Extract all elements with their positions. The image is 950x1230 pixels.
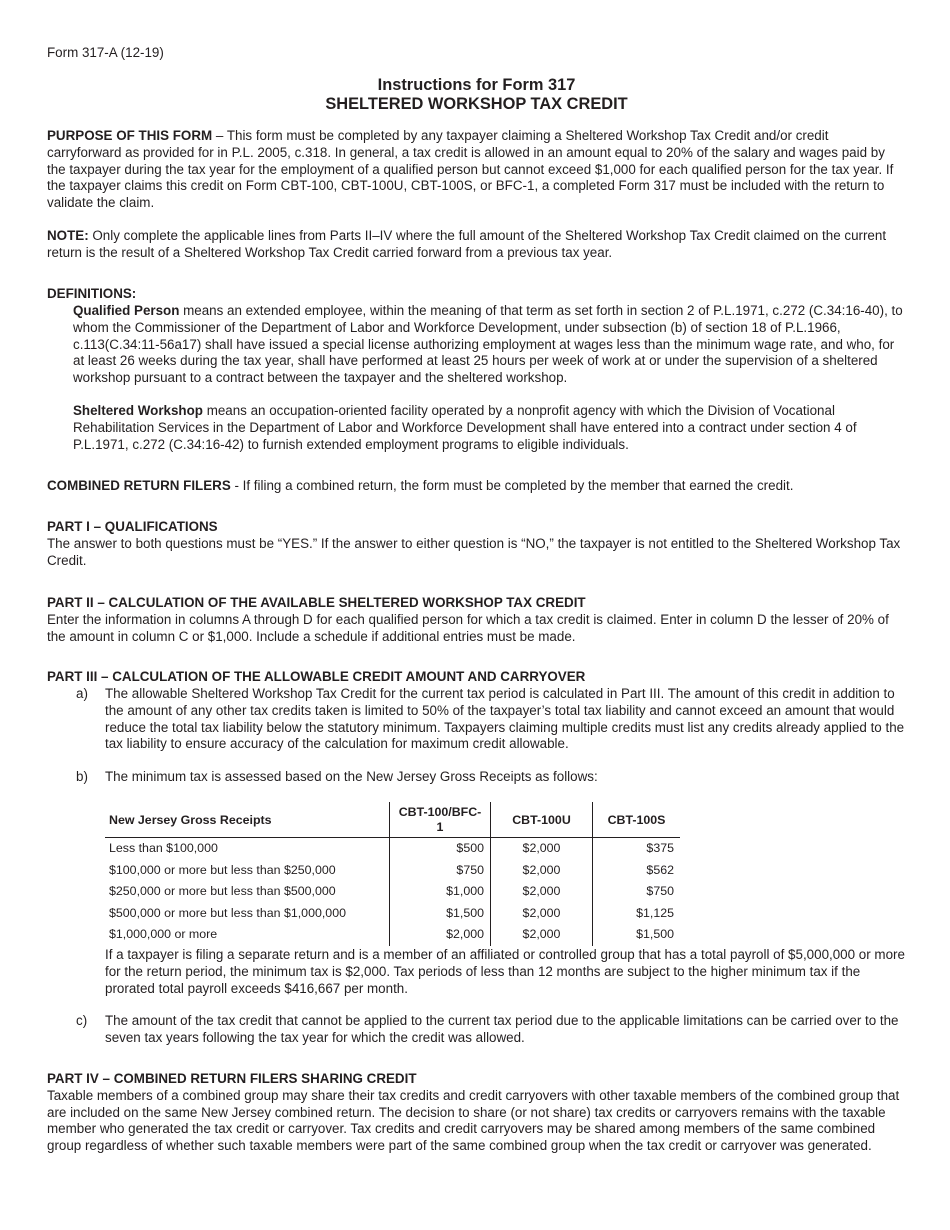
col-header-cbt100u: CBT-100U (491, 802, 593, 838)
definition-qualified-person (73, 303, 906, 387)
part2-text: Enter the information in columns A through D for each qualified person for which a tax credit is claimed. Enter in column D the lesser of 20% of the amount in column C or $1,000. Include a schedule if additional entries must be made. (47, 611, 889, 644)
item-b-marker: b) (76, 769, 88, 784)
table-cell: $1,125 (636, 905, 674, 920)
definitions-heading: DEFINITIONS: (47, 286, 137, 301)
table-row (105, 903, 680, 925)
part4-section (47, 1071, 906, 1155)
part2-heading: PART II – CALCULATION OF THE AVAILABLE SHELTERED WORKSHOP TAX CREDIT (47, 595, 586, 610)
sheltered-workshop-text: means an occupation-oriented facility operated by a nonprofit agency with which the Division of Vocational Rehabilitation Services in the Department of Labor and Workforce Development shall have entered into a contract under section 4 of P.L.1971, c.272 (C.34:16-42) to furnish extended employment programs to eligible individuals. (73, 403, 857, 452)
note-text: Only complete the applicable lines from Parts II–IV where the full amount of the Sheltered Workshop Tax Credit claimed on the current return is the result of a Sheltered Workshop Tax Credit carried forward from a previous tax year. (47, 228, 887, 260)
sheltered-workshop-term: Sheltered Workshop (73, 403, 203, 418)
part1-section (47, 519, 906, 569)
col-header-cbt100-bfc1: CBT-100/BFC-1 (390, 802, 491, 838)
qualified-person-text: means an extended employee, within the meaning of that term as set forth in section 2 of P.L.1971, c.272 (C.34:16-40), to whom the Commissioner of the Department of Labor and Workforce Development, under subsection (b) of section 18 of P.L.1966, c.113(C.34:11-56a17) shall have issued a special license authorizing employment at wages less than the minimum wage rate, and who, for at least 26 weeks during the tax year, shall have performed at least 25 hours per week of work at or under the supervision of a sheltered workshop pursuant to a contract between the taxpayer and the sheltered workshop. (73, 303, 903, 386)
part1-heading: PART I – QUALIFICATIONS (47, 519, 218, 534)
item-b-after-text: If a taxpayer is filing a separate return and is a member of an affiliated or controlled group that has a total payroll of $5,000,000 or more for the return period, the minimum tax is $2,000. Tax periods of less than 12 months are subject to the higher minimum tax if the prorated total payroll exceeds $416,667 per month. (105, 947, 905, 996)
table-cell: $2,000 (390, 924, 491, 946)
part2-section (47, 595, 906, 645)
table-cell: $2,000 (491, 838, 593, 860)
qualified-person-term: Qualified Person (73, 303, 180, 318)
item-b-text: The minimum tax is assessed based on the New Jersey Gross Receipts as follows: (105, 769, 598, 784)
table-cell: $1,000 (390, 881, 491, 903)
item-c-text: The amount of the tax credit that cannot be applied to the current tax period due to the applicable limitations can be carried over to the seven tax years following the tax year for which the credit was allowed. (105, 1013, 899, 1045)
table-cell: $1,500 (390, 903, 491, 925)
part3-heading: PART III – CALCULATION OF THE ALLOWABLE CREDIT AMOUNT AND CARRYOVER (47, 669, 586, 684)
table-cell: $500 (390, 838, 491, 860)
purpose-section (47, 128, 906, 212)
table-cell: $1,500 (636, 927, 674, 942)
table-cell: $2,000 (491, 881, 593, 903)
table-row (105, 860, 680, 882)
part1-text: The answer to both questions must be “YES.” If the answer to either question is “NO,” the taxpayer is not entitled to the Sheltered Workshop Tax Credit. (47, 535, 901, 568)
table-cell: $750 (646, 884, 674, 899)
col-header-receipts: New Jersey Gross Receipts (105, 802, 390, 838)
title-line-1: Instructions for Form 317 (377, 76, 576, 94)
table-cell: $2,000 (491, 860, 593, 882)
note-section (47, 228, 906, 262)
table-cell: $2,000 (491, 903, 593, 925)
table-header-row (105, 802, 680, 838)
purpose-text: – This form must be completed by any taxpayer claiming a Sheltered Workshop Tax Credit and/or credit carryforward as provided for in P.L. 2005, c.318. In general, a tax credit is allowed in an amount equal to 20% of the salary and wages paid by the taxpayer during the tax year for the employment of a qualified person but cannot exceed $1,000 for each qualified person for the tax year. If the taxpayer claims this credit on Form CBT-100, CBT-100U, CBT-100S, or BFC-1, a completed Form 317 must be included with the return to validate the claim. (47, 128, 894, 211)
table-row (105, 838, 680, 860)
item-a-marker: a) (76, 686, 88, 701)
definition-sheltered-workshop (73, 403, 906, 453)
table-cell: $375 (646, 841, 674, 856)
form-id: Form 317-A (12-19) (47, 45, 164, 60)
col-header-cbt100s: CBT-100S (593, 802, 681, 838)
table-cell: $750 (390, 860, 491, 882)
combined-return-section (47, 478, 906, 495)
minimum-tax-table (105, 802, 680, 946)
table-cell: $500,000 or more but less than $1,000,000 (105, 903, 390, 925)
item-c-marker: c) (76, 1013, 88, 1028)
combined-heading: COMBINED RETURN FILERS (47, 478, 231, 493)
table-cell: $1,000,000 or more (105, 924, 390, 946)
purpose-heading: PURPOSE OF THIS FORM (47, 128, 213, 143)
table-cell: $250,000 or more but less than $500,000 (105, 881, 390, 903)
combined-text: - If filing a combined return, the form must be completed by the member that earned the credit. (230, 478, 794, 493)
item-a-text: The allowable Sheltered Workshop Tax Credit for the current tax period is calculated in Part III. The amount of this credit in addition to the amount of any other tax credits taken is limited to 50% of the taxpayer’s total tax liability and cannot exceed an amount that would reduce the total tax liability below the statutory minimum. Taxpayers claiming multiple credits must list any credits already applied to the tax liability to ensure accuracy of the calculation for maximum credit allowable. (105, 686, 905, 752)
table-cell: Less than $100,000 (105, 838, 390, 860)
table-cell: $562 (646, 862, 674, 877)
note-heading: NOTE: (47, 228, 89, 243)
part4-text: Taxable members of a combined group may share their tax credits and credit carryovers with other taxable members of the combined group that are included on the same New Jersey combined return. The decision to share (or not share) tax credits or carryovers remains with the taxable member who generated the tax credit or carryover. Tax credits and credit carryovers may be shared among members of the same combined group regardless of whether such taxable members were part of the same combined group when the tax credit or carryover was generated. (47, 1087, 900, 1154)
table-cell: $100,000 or more but less than $250,000 (105, 860, 390, 882)
title-line-2: SHELTERED WORKSHOP TAX CREDIT (325, 95, 628, 113)
table-row (105, 924, 680, 946)
table-cell: $2,000 (491, 924, 593, 946)
page-title (47, 76, 906, 114)
part4-heading: PART IV – COMBINED RETURN FILERS SHARING CREDIT (47, 1071, 417, 1086)
table-row (105, 881, 680, 903)
